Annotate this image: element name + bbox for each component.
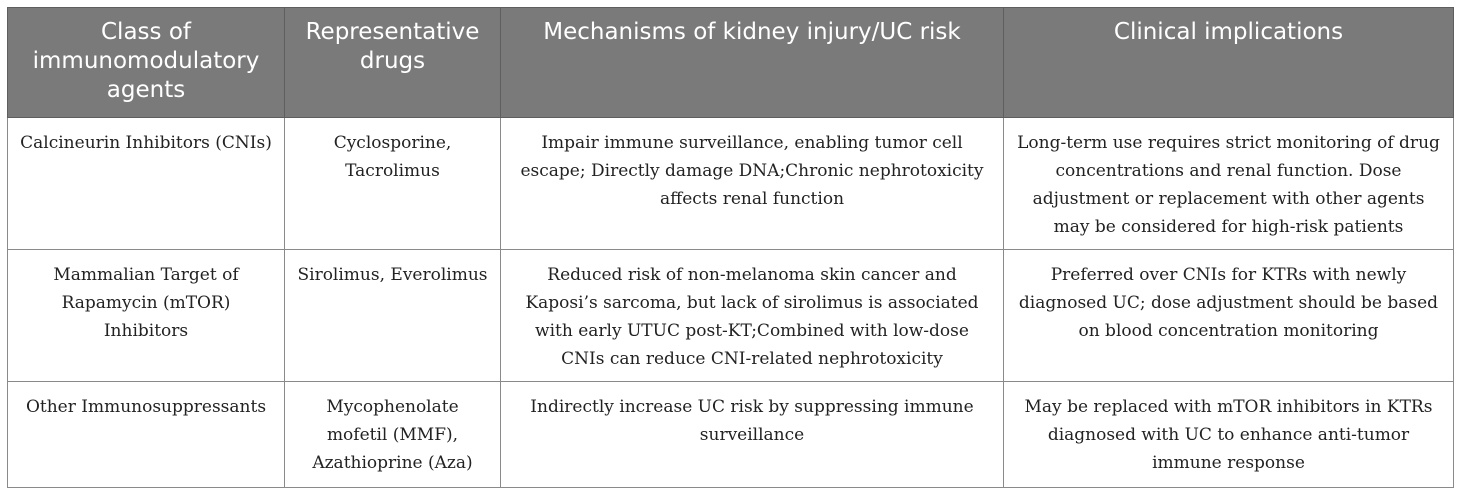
cell-implications: Long-term use requires strict monitoring of drug concentrations and renal function. Dose adjustment or replacement with other agents may be considered for high-risk patients (1004, 118, 1454, 250)
immunomodulatory-agents-table (7, 7, 1454, 488)
cell-class: Other Immunosuppressants (8, 382, 285, 488)
cell-class: Mammalian Target of Rapamycin (mTOR) Inhibitors (8, 250, 285, 382)
table-container (7, 7, 1453, 488)
table-row (8, 382, 1454, 488)
cell-mechanisms: Impair immune surveillance, enabling tumor cell escape; Directly damage DNA;Chronic nephrotoxicity affects renal function (501, 118, 1004, 250)
table-row (8, 250, 1454, 382)
header-drugs: Representative drugs (285, 8, 501, 118)
cell-drugs: Cyclosporine, Tacrolimus (285, 118, 501, 250)
cell-mechanisms: Reduced risk of non-melanoma skin cancer and Kaposi’s sarcoma, but lack of sirolimus is associated with early UTUC post-KT;Combined with low-dose CNIs can reduce CNI-related nephrotoxicity (501, 250, 1004, 382)
cell-implications: Preferred over CNIs for KTRs with newly diagnosed UC; dose adjustment should be based on blood concentration monitoring (1004, 250, 1454, 382)
cell-drugs: Mycophenolate mofetil (MMF), Azathioprine (Aza) (285, 382, 501, 488)
header-row (8, 8, 1454, 118)
header-class: Class of immunomodulatory agents (8, 8, 285, 118)
header-implications: Clinical implications (1004, 8, 1454, 118)
cell-implications: May be replaced with mTOR inhibitors in KTRs diagnosed with UC to enhance anti-tumor immune response (1004, 382, 1454, 488)
table-header (8, 8, 1454, 118)
header-mechanisms: Mechanisms of kidney injury/UC risk (501, 8, 1004, 118)
cell-class: Calcineurin Inhibitors (CNIs) (8, 118, 285, 250)
table-row (8, 118, 1454, 250)
table-body (8, 118, 1454, 488)
cell-drugs: Sirolimus, Everolimus (285, 250, 501, 382)
cell-mechanisms: Indirectly increase UC risk by suppressing immune surveillance (501, 382, 1004, 488)
